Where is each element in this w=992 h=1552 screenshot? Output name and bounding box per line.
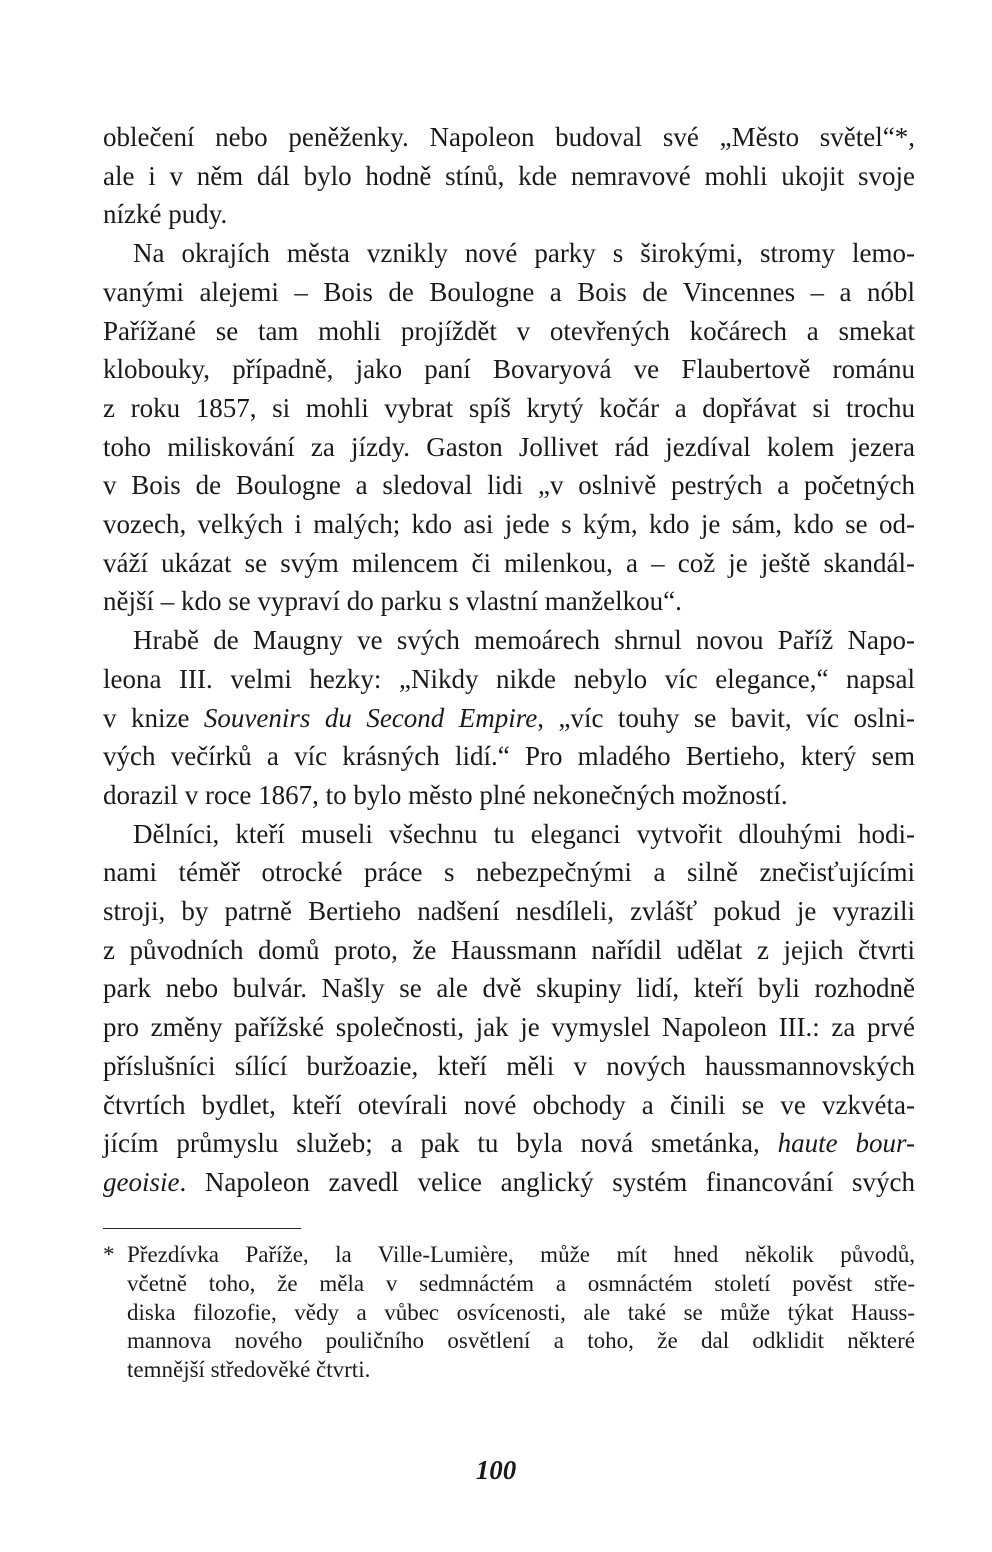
italic-title: geoisie <box>103 1166 180 1197</box>
text-line: Hrabě de Maugny ve svých memoárech shrnul novou Paříž Napo- <box>133 625 915 656</box>
text-line: v Bois de Boulogne a sledoval lidi „v oslnivě pestrých a početných <box>103 470 915 501</box>
footnote-line: temnější středověké čtvrti. <box>127 1357 371 1383</box>
paragraph <box>103 621 915 815</box>
text-line: pro změny pařížské společnosti, jak je vymyslel Napoleon III.: za prvé <box>103 1012 915 1043</box>
footnote-text <box>127 1241 915 1385</box>
italic-title: haute bour- <box>777 1128 915 1159</box>
footnote <box>103 1241 915 1385</box>
text-line: z roku 1857, si mohli vybrat spíš krytý kočár a dopřávat si trochu <box>103 392 915 423</box>
paragraph <box>103 118 915 234</box>
text-line: nízké pudy. <box>103 199 228 230</box>
text-line: nější – kdo se vypraví do parku s vlastní manželkou“. <box>103 586 682 617</box>
text-line: nami téměř otrocké práce s nebezpečnými a silně znečisťujícími <box>103 857 915 888</box>
text-line: park nebo bulvár. Našly se ale dvě skupiny lidí, kteří byli rozhodně <box>103 973 915 1004</box>
text-line: klobouky, případně, jako paní Bovaryová ve Flaubertově románu <box>103 354 915 385</box>
footnote-line: včetně toho, že měla v sedmnáctém a osmnáctém století pověst stře- <box>127 1270 915 1296</box>
text-line: vanými alejemi – Bois de Boulogne a Bois de Vincennes – a nóbl <box>103 276 915 307</box>
paragraph <box>103 815 915 1202</box>
text-line: Na okrajích města vznikly nové parky s širokými, stromy lemo- <box>133 238 915 269</box>
footnote-line: diska filozofie, vědy a vůbec osvícenosti, ale také se může týkat Hauss- <box>127 1299 915 1325</box>
text-line: leona III. velmi hezky: „Nikdy nikde nebylo víc elegance,“ napsal <box>103 663 915 694</box>
text-line: jícím průmyslu služeb; a pak tu byla nová smetánka, haute bour- <box>103 1128 915 1159</box>
text-line: čtvrtích bydlet, kteří otevírali nové obchody a činili se ve vzkvéta- <box>103 1089 915 1120</box>
footnote-line: Přezdívka Paříže, la Ville-Lumière, může mít hned několik původů, <box>127 1242 915 1267</box>
text-line: vých večírků a víc krásných lidí.“ Pro mladého Bertieho, který sem <box>103 741 915 772</box>
text-line: ale i v něm dál bylo hodně stínů, kde nemravové mohli ukojit svoje <box>103 160 915 191</box>
text-line: příslušníci sílící buržoazie, kteří měli v nových haussmannovských <box>103 1050 915 1081</box>
text-line: stroji, by patrně Bertieho nadšení nesdíleli, zvlášť pokud je vyrazili <box>103 896 915 927</box>
footnote-mark: * <box>103 1242 115 1267</box>
text-line: z původních domů proto, že Haussmann nařídil udělat z jejich čtvrti <box>103 934 915 965</box>
italic-title: Souvenirs du Second Empire <box>203 702 538 733</box>
text-line: Pařížané se tam mohli projíždět v otevřených kočárech a smekat <box>103 315 915 346</box>
text-line: vozech, velkých i malých; kdo asi jede s kým, kdo je sám, kdo se od- <box>103 509 915 540</box>
text-line: dorazil v roce 1867, to bylo město plné nekonečných možností. <box>103 779 788 810</box>
text-line: Dělníci, kteří museli všechnu tu eleganci vytvořit dlouhými hodi- <box>133 818 915 849</box>
footnote-line: mannova nového pouličního osvětlení a toho, že dal odklidit některé <box>127 1328 915 1354</box>
text-line: váží ukázat se svým milencem či milenkou, a – což je ještě skandál- <box>103 547 915 578</box>
text-line: oblečení nebo peněženky. Napoleon budoval své „Město světel“*, <box>103 122 915 152</box>
text-line: toho miliskování za jízdy. Gaston Jollivet rád jezdíval kolem jezera <box>103 431 915 462</box>
text-line: v knize Souvenirs du Second Empire, „víc touhy se bavit, víc oslni- <box>103 702 915 733</box>
main-text <box>103 118 915 1202</box>
page-number: 100 <box>475 1455 517 1485</box>
footnote-separator <box>103 1228 301 1229</box>
paragraph <box>103 234 915 621</box>
text-line: geoisie. Napoleon zavedl velice anglický systém financování svých <box>103 1166 915 1197</box>
